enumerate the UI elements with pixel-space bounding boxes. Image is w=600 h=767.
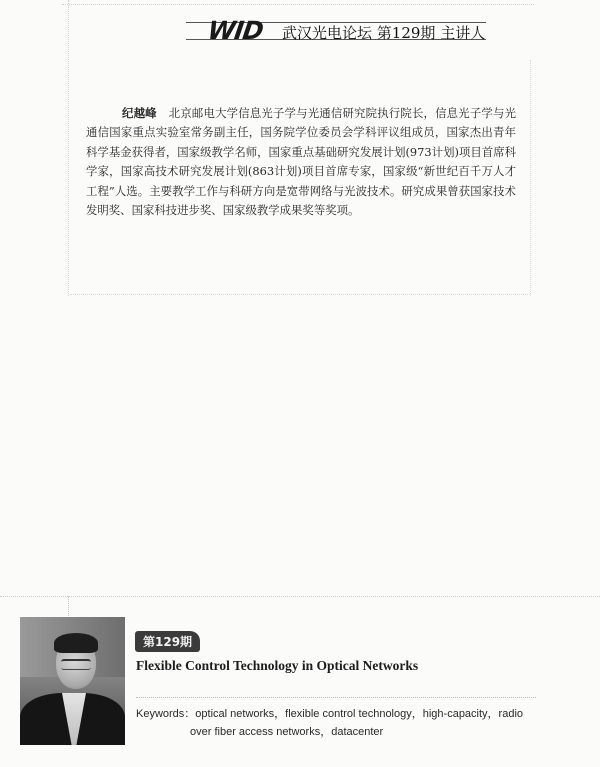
talk-title: Flexible Control Technology in Optical Networks [136, 658, 419, 673]
issue-number: 第129期 [376, 24, 436, 42]
speaker-name: 纪越峰 [122, 106, 157, 120]
scan-edge-bottom [70, 294, 530, 295]
page-header [186, 12, 566, 48]
speaker-role: 主讲人 [440, 24, 486, 42]
header-title [282, 22, 485, 43]
speaker-photo [20, 617, 125, 745]
keywords-rule [136, 697, 536, 698]
forum-logo: WID [205, 16, 265, 45]
keywords-line-2: over fiber access networks，datacenter [190, 726, 384, 738]
speaker-bio [86, 104, 516, 220]
keywords [136, 705, 536, 741]
bio-text: 北京邮电大学信息光子学与光通信研究院执行院长，信息光子学与光通信国家重点实验室常务副主任，国务院学位委员会学科评议组成员，国家杰出青年科学基金获得者，国家级教学名师，国家重点基础研究发展计划(973计划)项目首席科学家，国家高技术研究发展计划(863计划)项目首席专家，国家级“新世纪百千万人才工程”人选。主要教学工作与科研方向是宽带网络与光波技术。研究成果曾获国家技术发明奖、国家科技进步奖、国家级教学成果奖等奖项。 [86, 106, 516, 218]
scan-edge-top [62, 4, 534, 5]
issue-badge: 第129期 [135, 631, 200, 652]
section-divider [0, 596, 600, 597]
forum-name: 武汉光电论坛 [282, 24, 373, 42]
scan-edge-right [530, 60, 531, 296]
keywords-line-1: Keywords：optical networks，flexible control technology，high-capacity，radio [136, 708, 524, 720]
scan-edge-left [68, 0, 69, 296]
